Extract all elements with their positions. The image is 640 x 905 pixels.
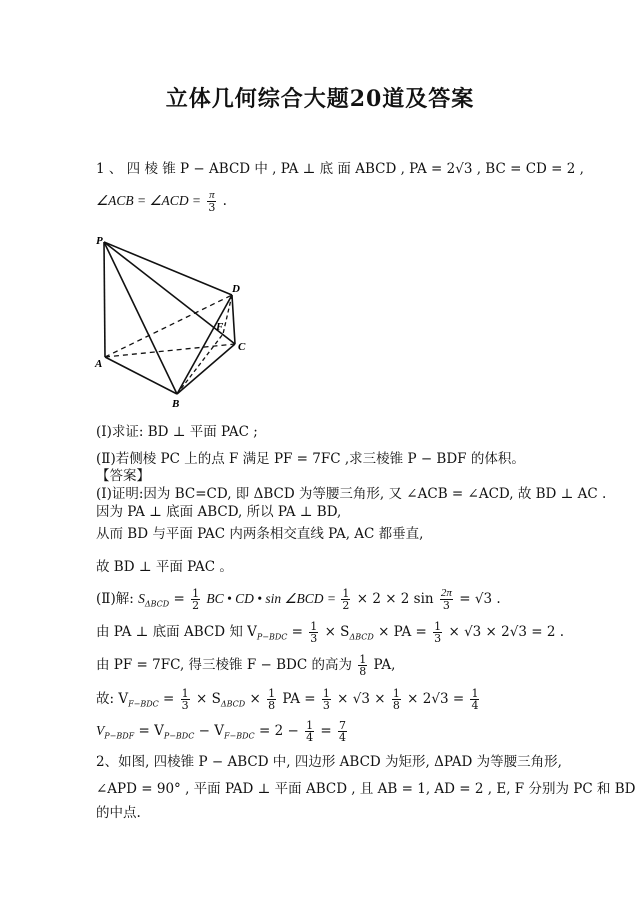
eighth-fraction: $\frac{1}{8}$ xyxy=(359,653,367,678)
vertex-label-b: B xyxy=(172,398,180,410)
edge-pd xyxy=(104,242,232,295)
q2-statement-line1: 2、如图, 四棱锥 P − ABCD 中, 四边形 ABCD 为矩形, ΔPAD 为等腰三角形, xyxy=(96,754,562,770)
q2-statement-line2: ∠APD = 90° , 平面 PAD ⊥ 平面 ABCD , 且 AB = 1, AD = 2 , E, F 分别为 PC 和 BD xyxy=(96,781,636,797)
edge-bc xyxy=(177,344,235,394)
half-fraction: $\frac{1}{2}$ xyxy=(192,587,200,612)
half-fraction-2: $\frac{1}{2}$ xyxy=(342,587,350,612)
solution-line4: 故: $V_{F-BDC}$ = $\frac{1}{3}$ × $S_{\Delta BCD}$ × $\frac{1}{8}$ PA = $\frac{1}{3}$ × √3 × $\frac{1}{8}$ × 2√3 = $\frac{1}{4}$ xyxy=(96,687,479,712)
q2-statement-line3: 的中点. xyxy=(96,805,141,821)
third-fraction: $\frac{1}{3}$ xyxy=(310,620,318,645)
solution-line1: (Ⅱ)解: $S_{\Delta BCD}$ = $\frac{1}{2}$ BC • CD • sin ∠BCD = $\frac{1}{2}$ × 2 × 2 sin $\frac{2\pi}{3}$ = √3 . xyxy=(96,587,501,612)
q1-part1: (Ⅰ)求证: BD ⊥ 平面 PAC ; xyxy=(96,424,258,440)
vertex-label-d: D xyxy=(232,283,240,295)
proof-line2: 因为 PA ⊥ 底面 ABCD, 所以 PA ⊥ BD, xyxy=(96,504,342,520)
solution-line5: $V_{P-BDF} = V_{P-BDC} - V_{F-BDC} = 2$ − $\frac{1}{4}$ = $\frac{7}{4}$ xyxy=(96,719,346,744)
point-label-f: F xyxy=(216,321,224,333)
edge-pb xyxy=(104,242,177,394)
q1-part2: (Ⅱ)若侧棱 PC 上的点 F 满足 PF = 7FC ,求三棱锥 P − BDF 的体积。 xyxy=(96,451,525,467)
vertex-label-p: P xyxy=(96,235,103,247)
third-fraction-2: $\frac{1}{3}$ xyxy=(434,620,442,645)
proof-line4: 故 BD ⊥ 平面 PAC 。 xyxy=(96,559,233,575)
proof-line3: 从而 BD 与平面 PAC 内两条相交直线 PA, AC 都垂直, xyxy=(96,526,424,542)
proof-line1: (Ⅰ)证明:因为 BC=CD, 即 ΔBCD 为等腰三角形, 又 ∠ACB = ∠ACD, 故 BD ⊥ AC . xyxy=(96,486,607,502)
edge-cd xyxy=(232,295,235,344)
hidden-edge-df xyxy=(223,295,232,334)
q1-statement-line1: 1 、 四 棱 锥 P − ABCD 中 , PA ⊥ 底 面 ABCD , PA = 2√3 , BC = CD = 2 , xyxy=(96,161,584,177)
pi-over-3-fraction: $\frac{\pi}{3}$ xyxy=(208,189,216,214)
hidden-edge-bf xyxy=(177,334,223,394)
q1-angle-equation: ∠ACB = ∠ACD = xyxy=(96,193,202,208)
edge-ab xyxy=(105,357,177,394)
pyramid-figure xyxy=(92,232,252,412)
hidden-edge-ac xyxy=(105,344,235,357)
q1-statement-line2: ∠ACB = ∠ACD = $\frac{\pi}{3}$ . xyxy=(96,189,227,214)
vertex-label-a: A xyxy=(95,358,103,370)
solution-line2: 由 PA ⊥ 底面 ABCD 知 $V_{P-BDC}$ = $\frac{1}{3}$ × $S_{\Delta BCD}$ × PA = $\frac{1}{3}$ × √3 × 2√3 = 2 . xyxy=(96,620,565,645)
two-pi-over-3-fraction: $\frac{2\pi}{3}$ xyxy=(440,587,452,612)
page-title: 立体几何综合大题20道及答案 xyxy=(165,86,475,112)
edge-pa xyxy=(104,242,105,357)
answer-heading: 【答案】 xyxy=(96,468,150,484)
solution-line3: 由 PF = 7FC, 得三棱锥 F − BDC 的高为 $\frac{1}{8}$ PA, xyxy=(96,653,396,678)
vertex-label-c: C xyxy=(238,341,246,353)
